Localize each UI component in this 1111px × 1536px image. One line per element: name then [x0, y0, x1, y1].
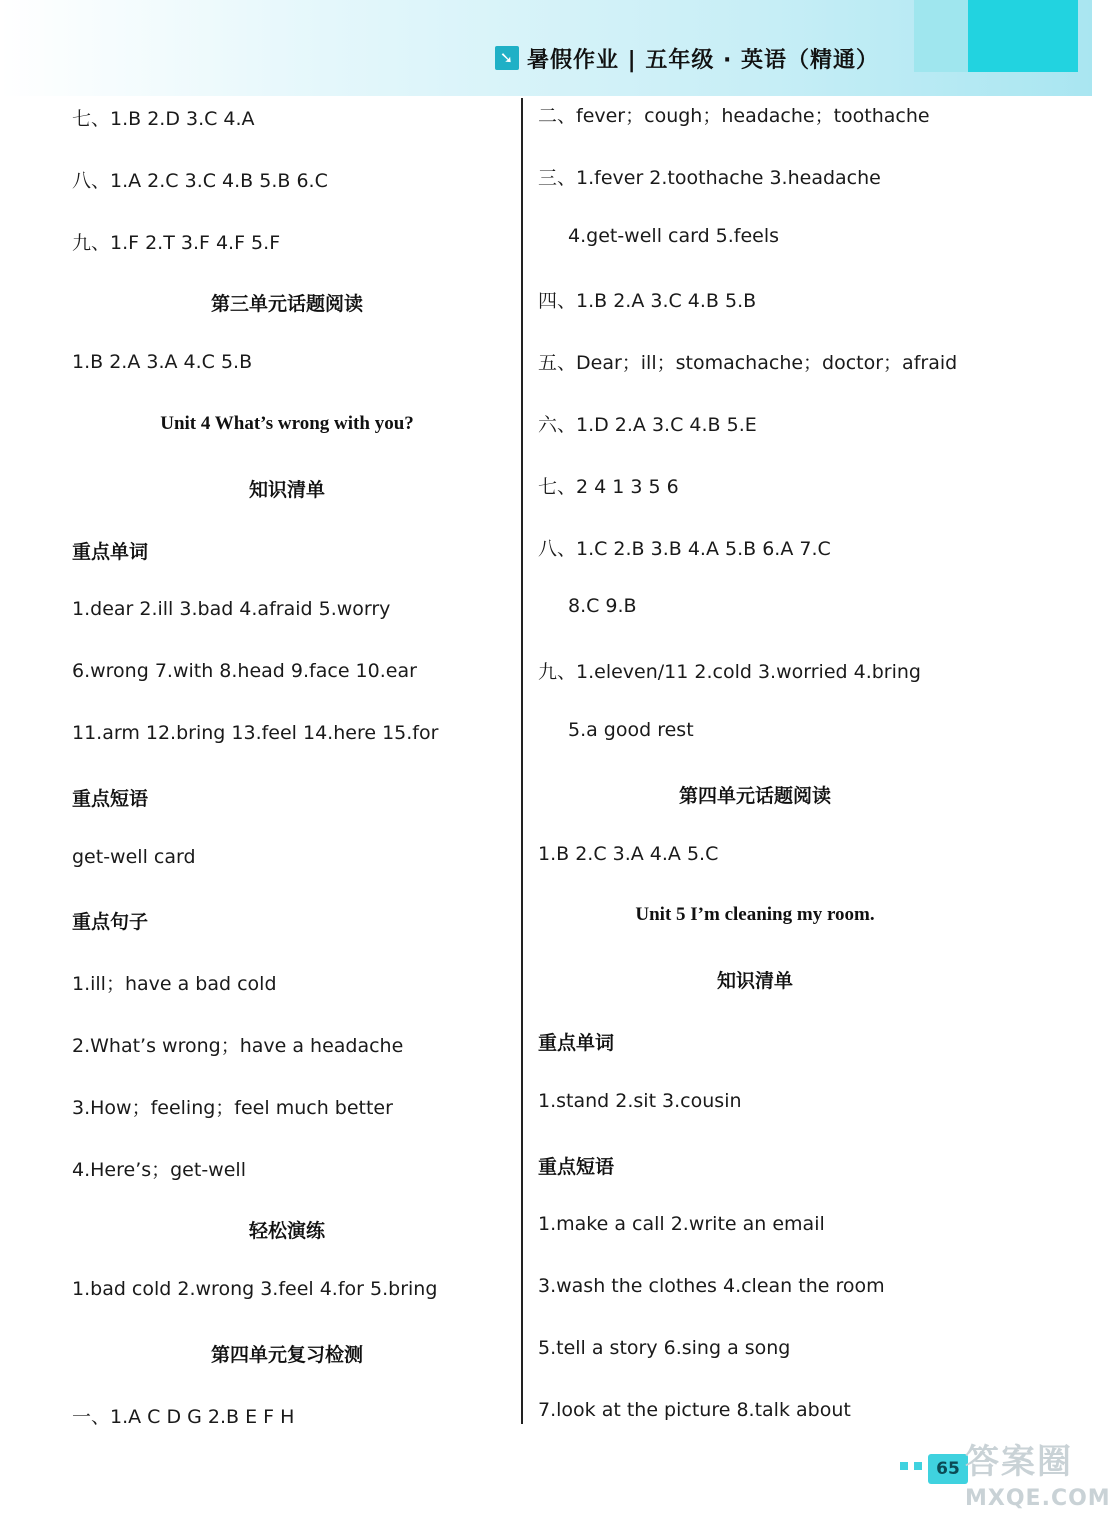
answer-line: 5.a good rest — [568, 719, 694, 741]
section-heading: 第四单元话题阅读 — [678, 784, 832, 807]
answer-line: 1.dear 2.ill 3.bad 4.afraid 5.worry — [72, 598, 391, 621]
section-heading: 轻松演练 — [248, 1220, 326, 1243]
decoration-dot — [900, 1462, 908, 1470]
answer-line: 六、1.D 2.A 3.C 4.B 5.E — [538, 414, 757, 436]
answer-line: 九、1.eleven/11 2.cold 3.worried 4.bring — [538, 661, 921, 684]
answer-line: 1.make a call 2.write an email — [538, 1213, 825, 1236]
answer-line: 八、1.C 2.B 3.B 4.A 5.B 6.A 7.C — [538, 537, 831, 560]
header-decoration-accent — [968, 0, 1078, 72]
section-heading: 第三单元话题阅读 — [210, 293, 364, 316]
answer-line: 七、2 4 1 3 5 6 — [538, 475, 679, 498]
subsection-heading: 重点句子 — [72, 911, 149, 934]
watermark — [965, 1440, 1111, 1530]
answer-line: 7.look at the picture 8.talk about — [538, 1398, 851, 1421]
answer-line: 二、fever；cough；headache；toothache — [538, 105, 930, 127]
subsection-heading: 重点单词 — [538, 1032, 615, 1054]
answer-line: 3.wash the clothes 4.clean the room — [538, 1275, 885, 1298]
answer-line: 四、1.B 2.A 3.C 4.B 5.B — [538, 290, 757, 313]
section-heading: 知识清单 — [248, 478, 326, 501]
unit-title: Unit 5 I’m cleaning my room. — [635, 904, 875, 926]
answer-line: 6.wrong 7.with 8.head 9.face 10.ear — [72, 660, 417, 683]
answer-line: 七、1.B 2.D 3.C 4.A — [72, 108, 255, 130]
answer-line: 九、1.F 2.T 3.F 4.F 5.F — [72, 231, 281, 254]
subsection-heading: 重点短语 — [72, 787, 149, 810]
answer-line: 8.C 9.B — [568, 595, 637, 618]
header-decoration — [914, 0, 974, 72]
unit-title: Unit 4 What’s wrong with you? — [160, 413, 414, 434]
answer-line: 11.arm 12.bring 13.feel 14.here 15.for — [72, 722, 439, 744]
answer-line: 5.tell a story 6.sing a song — [538, 1337, 791, 1359]
answer-line: 4.Here’s；get-well — [72, 1158, 246, 1181]
page-number: 65 — [928, 1454, 968, 1484]
page-header — [495, 40, 879, 76]
answer-line: 1.B 2.A 3.A 4.C 5.B — [72, 351, 253, 374]
answer-line: 一、1.A C D G 2.B E F H — [72, 1405, 295, 1428]
answer-line: 五、Dear；ill；stomachache；doctor；afraid — [538, 352, 958, 375]
header-title: 暑假作业 | 五年级 · 英语（精通） — [527, 47, 880, 73]
arrow-icon: ➘ — [495, 46, 519, 70]
subsection-heading: 重点单词 — [72, 540, 149, 563]
watermark-logo: 答案圈 — [965, 1442, 1073, 1482]
answer-line: 1.B 2.C 3.A 4.A 5.C — [538, 842, 719, 865]
decoration-dot — [914, 1462, 922, 1470]
section-heading: 第四单元复习检测 — [210, 1344, 364, 1366]
answer-line: 4.get-well card 5.feels — [568, 224, 780, 247]
answer-line: 2.What’s wrong；have a headache — [72, 1035, 404, 1057]
watermark-url: MXQE.COM — [965, 1486, 1111, 1511]
answer-line: 3.How；feeling；feel much better — [72, 1096, 393, 1119]
answer-line: 1.ill；have a bad cold — [72, 973, 277, 996]
answer-line: 1.stand 2.sit 3.cousin — [538, 1089, 742, 1112]
subsection-heading: 重点短语 — [538, 1155, 615, 1178]
answer-line: 八、1.A 2.C 3.C 4.B 5.B 6.C — [72, 169, 328, 192]
column-divider — [521, 98, 523, 1424]
section-heading: 知识清单 — [716, 970, 794, 993]
answer-line: 1.bad cold 2.wrong 3.feel 4.for 5.bring — [72, 1278, 438, 1301]
answer-line: get-well card — [72, 845, 196, 868]
answer-line: 三、1.fever 2.toothache 3.headache — [538, 166, 881, 189]
